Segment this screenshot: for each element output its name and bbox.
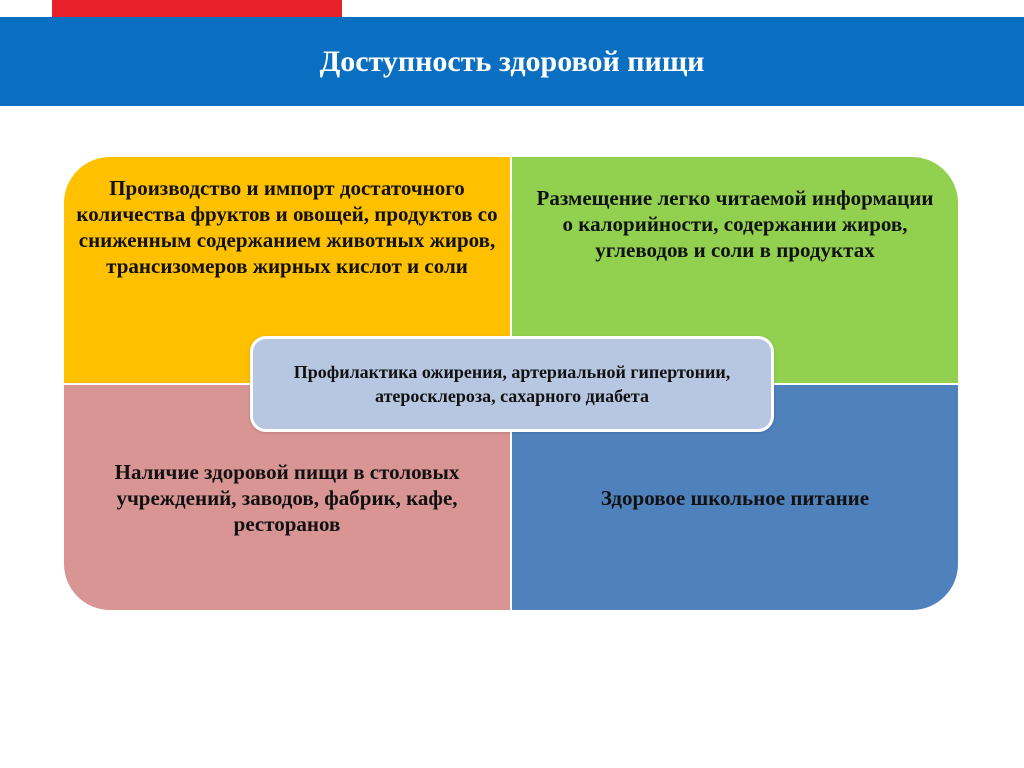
quadrant-production-text: Производство и импорт достаточного количества фруктов и овощей, продуктов со сниженным содержанием животных жиров, трансизомеров жирных кислот и соли [76,176,498,278]
quadrant-labeling-text: Размещение легко читаемой информации о калорийности, содержании жиров, углеводов и соли в продуктах [536,186,934,262]
center-goal-text: Профилактика ожирения, артериальной гипертонии, атеросклероза, сахарного диабета [293,362,731,406]
title-bar [0,17,1024,106]
center-goal-box [250,336,774,432]
quadrant-school-nutrition-text: Здоровое школьное питание [600,485,870,510]
quadrant-availability-text: Наличие здоровой пищи в столовых учреждений, заводов, фабрик, кафе, ресторанов [114,459,460,536]
page-title: Доступность здоровой пищи [319,44,705,78]
